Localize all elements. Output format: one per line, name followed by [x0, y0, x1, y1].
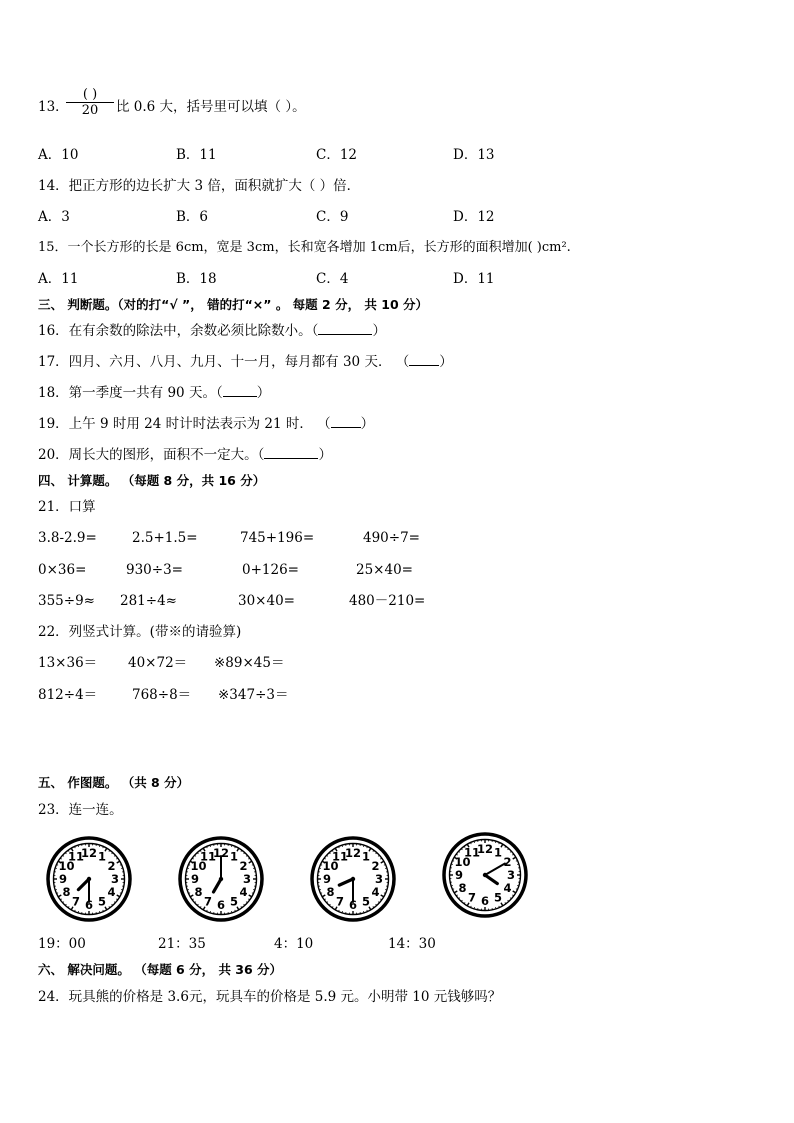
q17-statement: [38, 353, 453, 371]
q21-item: 25×40=: [356, 562, 413, 578]
clock-number: 7: [203, 894, 213, 909]
clock-number: 11: [331, 849, 349, 864]
clock-number: 8: [458, 881, 467, 896]
q17-text: 17．四月、六月、八月、九月、十一月，每月都有 30 天． （: [38, 354, 410, 370]
section-3-heading: 三、 判断题。（对的打“√ ”， 错的打“×” 。 每题 2 分， 共 10 分）: [38, 297, 429, 312]
q21-item: 3.8-2.9=: [38, 530, 97, 546]
clock-number: 6: [348, 898, 358, 913]
q21-item: 281÷4≈: [120, 593, 177, 609]
q21-item: 745+196=: [240, 530, 315, 546]
time-label-2[interactable]: 21：35: [158, 936, 206, 952]
clock-number: 5: [229, 894, 239, 909]
clock-number: 6: [84, 898, 94, 913]
clock-tick: [385, 868, 387, 869]
clock-number: 8: [62, 885, 71, 900]
clock-number: 2: [503, 855, 512, 870]
q15-option-d: D．11: [453, 271, 495, 287]
clock-number: 2: [371, 859, 380, 874]
clock-tick: [363, 845, 364, 847]
clock-3-icon[interactable]: [310, 836, 396, 926]
q13-fraction-denominator: 20: [81, 103, 99, 118]
q14-option-b: B．6: [176, 209, 209, 225]
q21-item: 355÷9≈: [38, 593, 95, 609]
q18-statement: [38, 384, 270, 402]
clock-number: 4: [107, 885, 116, 900]
q15-option-b: B．18: [176, 271, 217, 287]
clock-tick: [451, 885, 453, 886]
clock-tick: [363, 911, 364, 913]
clock-tick: [187, 889, 189, 890]
clock-number: 11: [199, 849, 217, 864]
clock-center-pin: [351, 877, 355, 881]
clock-number: 8: [326, 885, 335, 900]
q16-answer-blank[interactable]: [318, 322, 372, 335]
clock-tick: [517, 864, 519, 865]
clock-number: 4: [239, 885, 248, 900]
clock-tick: [253, 868, 255, 869]
q23-title: 23．连一连。: [38, 802, 123, 818]
q18-answer-blank[interactable]: [223, 384, 257, 397]
q19-statement: [38, 415, 374, 433]
q21-title: 21．口算: [38, 499, 96, 515]
q13-text: 比 0.6 大，括号里可以填（ ）。: [116, 99, 306, 115]
q13-option-c: C．12: [316, 147, 358, 163]
q14-option-c: C．9: [316, 209, 349, 225]
q19-answer-blank[interactable]: [331, 415, 361, 428]
q13-option-d: D．13: [453, 147, 495, 163]
clock-number: 12: [80, 846, 98, 861]
clock-number: 7: [335, 894, 345, 909]
q21-item: 0×36=: [38, 562, 87, 578]
clock-tick: [121, 889, 123, 890]
q22-item: 812÷4＝: [38, 687, 98, 703]
q13-option-a: A．10: [38, 147, 79, 163]
clock-number: 2: [239, 859, 248, 874]
clock-tick: [78, 845, 79, 847]
clock-tick: [319, 868, 321, 869]
clock-number: 12: [212, 846, 230, 861]
q20-answer-blank[interactable]: [264, 446, 318, 459]
q16-statement: [38, 322, 386, 340]
clock-tick: [187, 868, 189, 869]
q13-fraction: [66, 88, 114, 119]
section-4-heading: 四、 计算题。 （每题 8 分，共 16 分）: [38, 473, 266, 488]
clock-number: 3: [110, 872, 120, 887]
clock-tick: [474, 907, 475, 909]
clock-number: 10: [190, 859, 207, 874]
clock-number: 5: [361, 894, 371, 909]
clock-number: 8: [194, 885, 203, 900]
clock-tick: [517, 885, 519, 886]
clock-number: 12: [476, 842, 494, 857]
clock-number: 5: [493, 890, 503, 905]
q22-item: 768÷8＝: [132, 687, 192, 703]
q15-text: 15．一个长方形的长是 6cm，宽是 3cm，长和宽各增加 1cm后，长方形的面积增加( )cm².: [38, 240, 571, 255]
q15-option-c: C．4: [316, 271, 349, 287]
q13-number: 13．: [38, 99, 69, 115]
clock-center-pin: [219, 877, 223, 881]
q14-text: 14．把正方形的边长扩大 3 倍，面积就扩大（ ）倍．: [38, 178, 361, 194]
clock-number: 10: [58, 859, 75, 874]
clock-number: 1: [493, 845, 503, 860]
q22-title: 22．列竖式计算。(带※的请验算): [38, 624, 242, 640]
clock-2-icon[interactable]: [178, 836, 264, 926]
clock-number: 5: [97, 894, 107, 909]
q24-text: 24．玩具熊的价格是 3.6元，玩具车的价格是 5.9 元。小明带 10 元钱够吗？: [38, 989, 502, 1005]
clock-number: 1: [97, 849, 107, 864]
clock-tick: [319, 889, 321, 890]
q18-close: ）: [256, 385, 271, 401]
q17-answer-blank[interactable]: [409, 353, 439, 366]
q21-item: 2.5+1.5=: [132, 530, 198, 546]
clock-tick: [99, 911, 100, 913]
section-6-heading: 六、 解决问题。 （每题 6 分， 共 36 分）: [38, 962, 283, 977]
clock-number: 7: [467, 890, 477, 905]
clock-number: 6: [480, 894, 490, 909]
clock-number: 9: [58, 872, 68, 887]
clock-number: 9: [190, 872, 200, 887]
clock-4-icon[interactable]: [442, 832, 528, 922]
clock-number: 2: [107, 859, 116, 874]
q21-item: 490÷7=: [363, 530, 420, 546]
clock-number: 3: [374, 872, 384, 887]
q21-item: 30×40=: [238, 593, 295, 609]
time-label-4[interactable]: 14：30: [388, 936, 436, 952]
clock-number: 9: [454, 868, 464, 883]
q15-option-a: A．11: [38, 271, 79, 287]
clock-number: 6: [216, 898, 226, 913]
q18-text: 18．第一季度一共有 90 天。（: [38, 385, 223, 401]
q22-item: ※89×45＝: [214, 655, 285, 671]
q21-item: 480－210=: [349, 593, 426, 609]
q16-text: 16．在有余数的除法中，余数必须比除数小。（: [38, 323, 319, 339]
q13-fraction-numerator: ( ): [66, 88, 114, 103]
clock-tick: [210, 845, 211, 847]
q22-item: ※347÷3＝: [218, 687, 289, 703]
q22-item: 40×72＝: [128, 655, 188, 671]
clock-tick: [495, 841, 496, 843]
clock-tick: [231, 845, 232, 847]
q13-option-b: B．11: [176, 147, 217, 163]
clock-number: 10: [322, 859, 339, 874]
q22-item: 13×36＝: [38, 655, 98, 671]
clock-tick: [495, 907, 496, 909]
clock-tick: [474, 841, 475, 843]
clock-tick: [385, 889, 387, 890]
clock-number: 4: [371, 885, 380, 900]
clock-tick: [99, 845, 100, 847]
clock-tick: [451, 864, 453, 865]
clock-number: 1: [361, 849, 371, 864]
clock-tick: [121, 868, 123, 869]
clock-number: 12: [344, 846, 362, 861]
clock-number: 4: [503, 881, 512, 896]
clock-number: 1: [229, 849, 239, 864]
q21-item: 930÷3=: [126, 562, 183, 578]
clock-tick: [253, 889, 255, 890]
clock-tick: [342, 845, 343, 847]
time-label-3[interactable]: 4：10: [274, 936, 314, 952]
q14-option-a: A．3: [38, 209, 70, 225]
time-label-1[interactable]: 19：00: [38, 936, 86, 952]
clock-tick: [231, 911, 232, 913]
q20-text: 20．周长大的图形，面积不一定大。（: [38, 447, 265, 463]
clock-number: 10: [454, 855, 471, 870]
clock-center-pin: [87, 877, 91, 881]
clock-tick: [342, 911, 343, 913]
q20-statement: [38, 446, 332, 464]
clock-number: 3: [506, 868, 516, 883]
clock-center-pin: [483, 873, 487, 877]
clock-number: 3: [242, 872, 252, 887]
q21-item: 0+126=: [242, 562, 299, 578]
q16-close: ）: [372, 323, 386, 339]
clock-number: 11: [463, 845, 481, 860]
clock-number: 11: [67, 849, 85, 864]
clock-number: 9: [322, 872, 332, 887]
q19-text: 19．上午 9 时用 24 时计时法表示为 21 时． （: [38, 416, 331, 432]
q20-close: ）: [318, 447, 332, 463]
clock-1-icon[interactable]: [46, 836, 132, 926]
q17-close: ）: [439, 354, 453, 370]
clock-tick: [55, 868, 57, 869]
q19-close: ）: [360, 416, 375, 432]
clock-number: 7: [71, 894, 81, 909]
section-5-heading: 五、 作图题。 （共 8 分）: [38, 775, 190, 790]
clock-tick: [210, 911, 211, 913]
q14-option-d: D．12: [453, 209, 495, 225]
clock-tick: [78, 911, 79, 913]
clock-tick: [55, 889, 57, 890]
